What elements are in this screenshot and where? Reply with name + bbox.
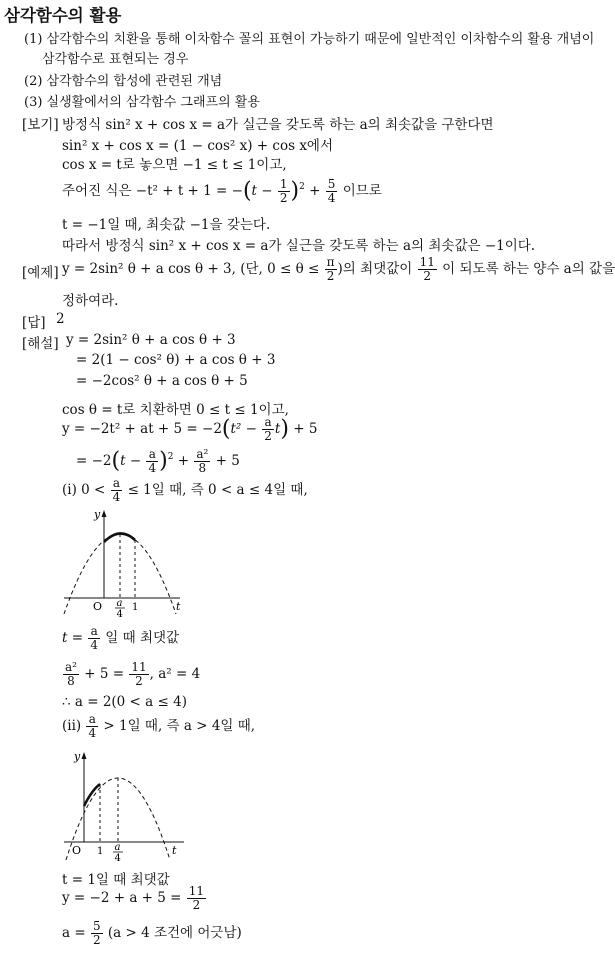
- solution-line: cos θ = t로 치환하면 0 ≤ t ≤ 1이고,: [62, 402, 289, 418]
- equation-line: a = $\frac{5}{2}$ (a > 4 조건에 어긋남): [62, 919, 242, 947]
- y-label: y: [94, 508, 101, 521]
- formula-text: 이므로: [342, 183, 382, 199]
- solution-line: y = 2sin² θ + a cos θ + 3: [66, 332, 236, 348]
- therefore-line: ∴ a = 2(0 < a ≤ 4): [62, 694, 187, 710]
- paren: (: [221, 416, 231, 442]
- solution-line: = 2(1 − cos² θ) + a cos θ + 3: [76, 352, 276, 368]
- fraction: $\frac{\text{a²}}{8}$: [65, 660, 77, 688]
- max-line: t = $\frac{a}{4}$ 일 때 최댓값: [62, 624, 180, 652]
- formula-text: (단, 0 ≤ θ ≤: [240, 261, 320, 277]
- fraction: $\frac{11}{2}$: [188, 884, 205, 912]
- list-item: (1) 삼각함수의 치환을 통해 이차함수 꼴의 표현이 가능하기 때문에 일반적인 이차함수의 활용 개념이: [24, 32, 595, 47]
- example-tag: [예제]: [22, 265, 59, 281]
- tick-label: 1: [132, 602, 139, 613]
- case1-heading: (i) 0 < $\frac{a}{4}$ ≤ 1일 때, 즉 0 < a ≤ 4일 때,: [62, 476, 308, 504]
- fraction: $\frac{1}{2}$: [279, 177, 288, 205]
- bogi-formula: 주어진 식은 −t² + t + 1 = −(t − $\frac{1}{2}$ )$^2$ + $\frac{5}{4}$ 이므로: [62, 177, 382, 205]
- paren: (: [111, 448, 121, 474]
- list-item: 삼각함수로 표현되는 경우: [42, 52, 189, 67]
- bogi-tag: [보기]: [22, 117, 59, 133]
- tick-label: 4: [114, 853, 121, 864]
- fraction: $\frac{\pi}{2}$: [326, 255, 335, 283]
- solution-formula: y = −2t² + at + 5 = −2(t² − $\frac{a}{2}$ t) + 5: [62, 415, 318, 443]
- bogi-line: 따라서 방정식 sin² x + cos x = a가 실근을 갖도록 하는 a의 최솟값은 −1이다.: [62, 238, 536, 254]
- parabola-segment: [84, 784, 100, 806]
- formula-text: y = −2t² + at + 5 = −2: [62, 421, 222, 437]
- t-label: t: [176, 600, 181, 613]
- formula-text: 주어진 식은 −t² + t + 1 = −: [62, 183, 243, 199]
- solution-formula: = −2(t − $\frac{a}{4}$ )$^2$ + $\frac{\text{a²}}{8}$ + 5: [76, 447, 240, 475]
- fraction: $\frac{11}{2}$: [419, 255, 435, 283]
- bogi-line: cos x = t로 놓으면 −1 ≤ t ≤ 1이고,: [62, 157, 287, 173]
- solution-line: = −2cos² θ + a cos θ + 5: [76, 373, 248, 389]
- case2-heading: (ii) $\frac{a}{4}$ > 1일 때, 즉 a > 4일 때,: [62, 712, 256, 740]
- answer-tag: [답]: [22, 315, 46, 331]
- equation-line: $\frac{\text{a²}}{8}$ + 5 = $\frac{11}{2}$ , a² = 4: [65, 660, 201, 688]
- example-line: 정하여라.: [62, 293, 119, 309]
- answer-value: 2: [56, 311, 65, 327]
- page-title: 삼각함수의 활용: [4, 6, 122, 25]
- formula-text: 이 되도록 하는 양수 a의 값을: [442, 261, 615, 277]
- tick-label: 4: [116, 609, 123, 620]
- paren: ): [159, 448, 168, 474]
- equation-line: y = −2 + a + 5 = $\frac{11}{2}$: [62, 884, 205, 912]
- fraction: $\frac{5}{4}$: [327, 177, 336, 205]
- graph-case2: [60, 748, 190, 864]
- formula-text: t −: [251, 183, 273, 199]
- y-label: y: [74, 750, 81, 763]
- y-axis-arrow: [102, 510, 107, 517]
- fraction: $\frac{a}{2}$: [264, 415, 272, 443]
- graph-case1: [58, 506, 188, 618]
- formula-text: y = 2sin² θ + a cos θ + 3,: [62, 261, 236, 277]
- paren: ): [280, 416, 289, 442]
- fraction: $\frac{11}{2}$: [131, 660, 147, 688]
- fraction: $\frac{a}{4}$: [112, 476, 121, 504]
- y-axis-arrow: [82, 752, 87, 759]
- max-line: t = 1일 때 최댓값: [62, 872, 170, 888]
- formula-text: + 5: [215, 453, 240, 469]
- fraction: $\frac{\text{a²}}{8}$: [196, 447, 209, 475]
- fraction: $\frac{a}{4}$: [90, 624, 98, 652]
- bogi-line: sin² x + cos x = (1 − cos² x) + cos x에서: [62, 138, 334, 154]
- tick-label: a: [114, 842, 121, 853]
- list-item: (3) 실생활에서의 삼각함수 그래프의 활용: [24, 95, 260, 110]
- paren: ): [290, 178, 300, 204]
- bogi-line: 방정식 sin² x + cos x = a가 실근을 갖도록 하는 a의 최솟값을 구한다면: [62, 117, 494, 133]
- fraction: $\frac{a}{4}$: [148, 447, 157, 475]
- tick-label: a: [116, 598, 123, 609]
- tick-label: 1: [97, 846, 104, 857]
- example-formula: [62, 253, 615, 285]
- exponent: 2: [299, 182, 305, 192]
- origin-label: O: [93, 600, 103, 613]
- fraction: $\frac{5}{2}$: [92, 919, 101, 947]
- t-label: t: [172, 844, 177, 857]
- fraction: $\frac{a}{4}$: [88, 712, 97, 740]
- solution-tag: [해설]: [22, 336, 59, 352]
- paren: (: [242, 178, 252, 204]
- origin-label: O: [72, 844, 82, 857]
- formula-text: )의 최댓값이: [337, 261, 413, 277]
- formula-text: + 5: [293, 421, 318, 437]
- list-item: (2) 삼각함수의 합성에 관련된 개념: [24, 74, 223, 89]
- formula-text: = −2: [76, 453, 112, 469]
- bogi-line: t = −1일 때, 최솟값 −1을 갖는다.: [62, 217, 271, 233]
